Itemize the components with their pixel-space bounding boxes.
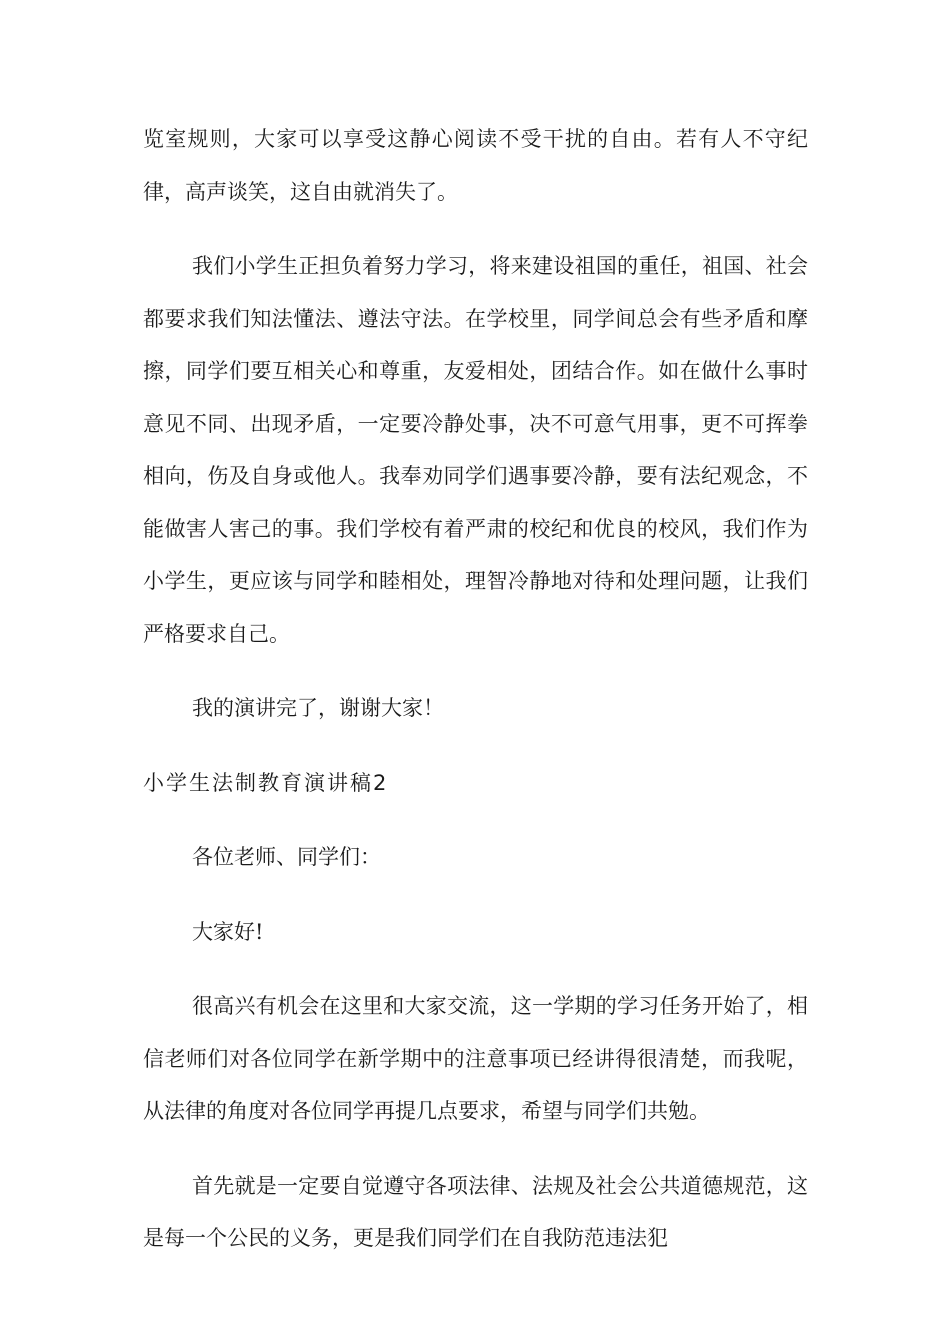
paragraph-introduction: 很高兴有机会在这里和大家交流，这一学期的学习任务开始了，相信老师们对各位同学在新学期中的注意事项已经讲得很清楚，而我呢，从法律的角度对各位同学再提几点要求，希望与同学们共勉。: [143, 994, 808, 1123]
paragraph-reading-room-rules: 览室规则，大家可以享受这静心阅读不受干扰的自由。若有人不守纪律，高声谈笑，这自由就消失了。: [143, 127, 808, 204]
paragraph-speech-closing: 我的演讲完了，谢谢大家！: [192, 696, 444, 720]
document-body: [143, 113, 808, 1287]
paragraph-greeting: 大家好!: [192, 919, 264, 944]
paragraph-law-awareness: 我们小学生正担负着努力学习，将来建设祖国的重任，祖国、社会都要求我们知法懂法、遵法守法。在学校里，同学间总会有些矛盾和摩擦，同学们要互相关心和尊重，友爱相处，团结合作。如在做什么事时意见不同、出现矛盾，一定要冷静处事，决不可意气用事，更不可挥拳相向，伤及自身或他人。我奉劝同学们遇事要冷静，要有法纪观念，不能做害人害己的事。我们学校有着严肃的校纪和优良的校风，我们作为小学生，更应该与同学和睦相处，理智冷静地对待和处理问题，让我们严格要求自己。: [143, 254, 808, 646]
paragraph-salutation: 各位老师、同学们：: [192, 845, 381, 869]
paragraph-first-point: 首先就是一定要自觉遵守各项法律、法规及社会公共道德规范，这是每一个公民的义务，更是我们同学们在自我防范违法犯: [143, 1173, 808, 1250]
section-heading: 小学生法制教育演讲稿2: [143, 770, 389, 795]
